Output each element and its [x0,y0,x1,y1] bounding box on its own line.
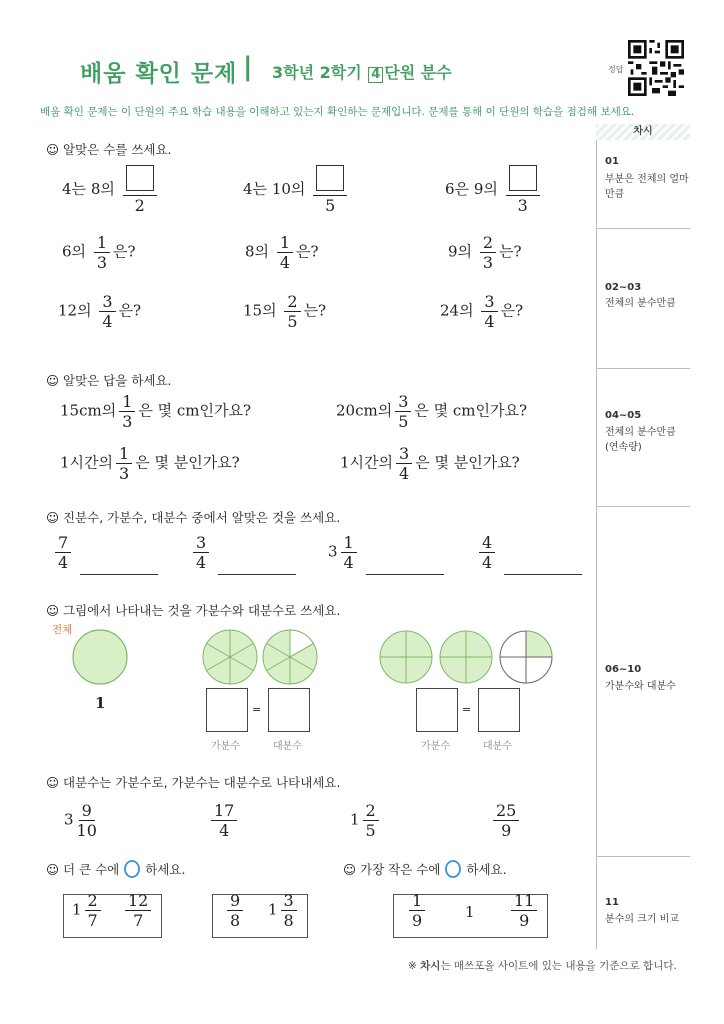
answer-line[interactable] [366,574,444,575]
answer-line[interactable] [218,574,296,575]
sidebar-divider [596,228,690,229]
q1-row2-item: 9의 $\frac{2}{3}$ 는? [448,233,522,272]
unit-subtitle [272,60,452,83]
compare-option[interactable]: $\frac{11}{9}$ [508,891,540,930]
compare-option[interactable]: 1 [465,903,475,921]
answer-box[interactable] [126,165,154,191]
section-heading-1: ☺ 알맞은 수를 쓰세요. [46,142,172,157]
improper-fraction-box[interactable] [206,688,248,732]
sidebar-divider [596,506,690,507]
sidebar-divider [596,856,690,857]
sidebar-item-text: 전체의 분수만큼 (연속량) [605,427,676,453]
q1-row1-item: 4는 8의 2 [62,165,160,215]
q2-item: 1시간의 $\frac{3}{4}$ 은 몇 분인가요? [340,444,520,483]
grade-term: 3학년 2학기 [272,63,362,82]
answer-line[interactable] [504,574,582,575]
sidebar-heading: 차시 [596,124,690,140]
sidebar-item-text: 전체의 분수만큼 [605,298,676,309]
q1-row3-item: 24의 $\frac{3}{4}$ 은? [440,292,524,331]
circle-mark-icon [444,860,462,878]
q1-row3-item: 15의 $\frac{2}{5}$ 는? [243,292,327,331]
q1-row3-item: 12의 $\frac{3}{4}$ 은? [58,292,142,331]
sidebar-item-num: 11 [605,897,619,908]
mixed-number-box[interactable] [268,688,310,732]
sidebar [596,124,691,949]
q5-item: $\frac{25}{9}$ [490,801,522,840]
equals-sign: = [462,703,472,716]
mixed-label: 대분수 [273,741,302,752]
q5-item: 3 $\frac{9}{10}$ [64,801,97,840]
compare-option[interactable]: $\frac{9}{8}$ [224,891,246,930]
section-heading-6b: ☺ 가장 작은 수에 하세요. [343,862,507,877]
compare-option[interactable]: 1 $\frac{3}{8}$ [268,891,300,930]
q3-fraction: $\frac{7}{4}$ [52,533,74,572]
improper-fraction-box[interactable] [416,688,458,732]
unit-name: 단원 분수 [384,63,452,82]
improper-label: 가분수 [421,741,450,752]
improper-label: 가분수 [211,741,240,752]
q2-item: 15cm의 $\frac{1}{3}$ 은 몇 cm인가요? [60,392,252,431]
answer-box[interactable] [316,165,344,191]
q3-fraction: $\frac{3}{4}$ [190,533,212,572]
compare-option[interactable]: $\frac{1}{9}$ [406,891,428,930]
section-heading-3: ☺ 진분수, 가분수, 대분수 중에서 알맞은 것을 쓰세요. [46,510,341,525]
whole-label: 전체 [52,624,73,636]
section-heading-6a: ☺ 더 큰 수에 하세요. [46,862,186,877]
q5-item: 1 $\frac{2}{5}$ [350,801,382,840]
q3-fraction: $\frac{4}{4}$ [476,533,498,572]
sidebar-item-text: 부분은 전체의 얼마만큼 [605,174,689,200]
sidebar-item-num: 06~10 [605,664,642,675]
sidebar-item-num: 01 [605,156,619,167]
page-title: 배움 확인 문제 [80,61,238,87]
sidebar-item-text: 가분수와 대분수 [605,681,676,692]
q5-item: $\frac{17}{4}$ [208,801,240,840]
q1-row1-item: 6은 9의 3 [445,165,543,215]
qr-code-icon[interactable] [628,40,684,96]
answer-line[interactable] [80,574,158,575]
circle-mark-icon [123,860,141,878]
q3-fraction: 3 $\frac{1}{4}$ [328,533,360,572]
q2-item: 20cm의 $\frac{3}{5}$ 은 몇 cm인가요? [336,392,528,431]
compare-option[interactable]: 1 $\frac{2}{7}$ [72,891,104,930]
mixed-number-box[interactable] [478,688,520,732]
sidebar-item-num: 04~05 [605,410,642,421]
whole-value: 1 [95,694,106,712]
qr-label: 정답 [608,65,624,74]
intro-text: 배움 확인 문제는 이 단원의 주요 학습 내용을 이해하고 있는지 확인하는 문제입니다. 문제를 통해 이 단원의 학습을 점검해 보세요. [40,106,635,118]
section-heading-5: ☺ 대분수는 가분수로, 가분수는 대분수로 나타내세요. [46,775,341,790]
pie-group-quarters [376,627,556,687]
section-heading-2: ☺ 알맞은 답을 하세요. [46,373,172,388]
mixed-label: 대분수 [483,741,512,752]
q1-row1-item: 4는 10의 5 [243,165,350,215]
equals-sign: = [252,703,262,716]
pie-group-sixths [200,627,320,687]
title-separator: | [243,52,253,82]
unit-number-box: 4 [368,67,383,83]
sidebar-item-text: 분수의 크기 비교 [605,914,679,925]
footer-note: ※ 차시는 매쓰포올 사이트에 있는 내용을 기준으로 합니다. [408,960,677,972]
sidebar-divider [596,368,690,369]
answer-box[interactable] [509,165,537,191]
sidebar-item-num: 02~03 [605,282,642,293]
q2-item: 1시간의 $\frac{1}{3}$ 은 몇 분인가요? [60,444,240,483]
q1-row2-item: 8의 $\frac{1}{4}$ 은? [245,233,319,272]
q1-row2-item: 6의 $\frac{1}{3}$ 은? [62,233,136,272]
compare-option[interactable]: $\frac{12}{7}$ [122,891,154,930]
whole-circle [70,627,130,687]
section-heading-4: ☺ 그림에서 나타내는 것을 가분수와 대분수로 쓰세요. [46,603,341,618]
